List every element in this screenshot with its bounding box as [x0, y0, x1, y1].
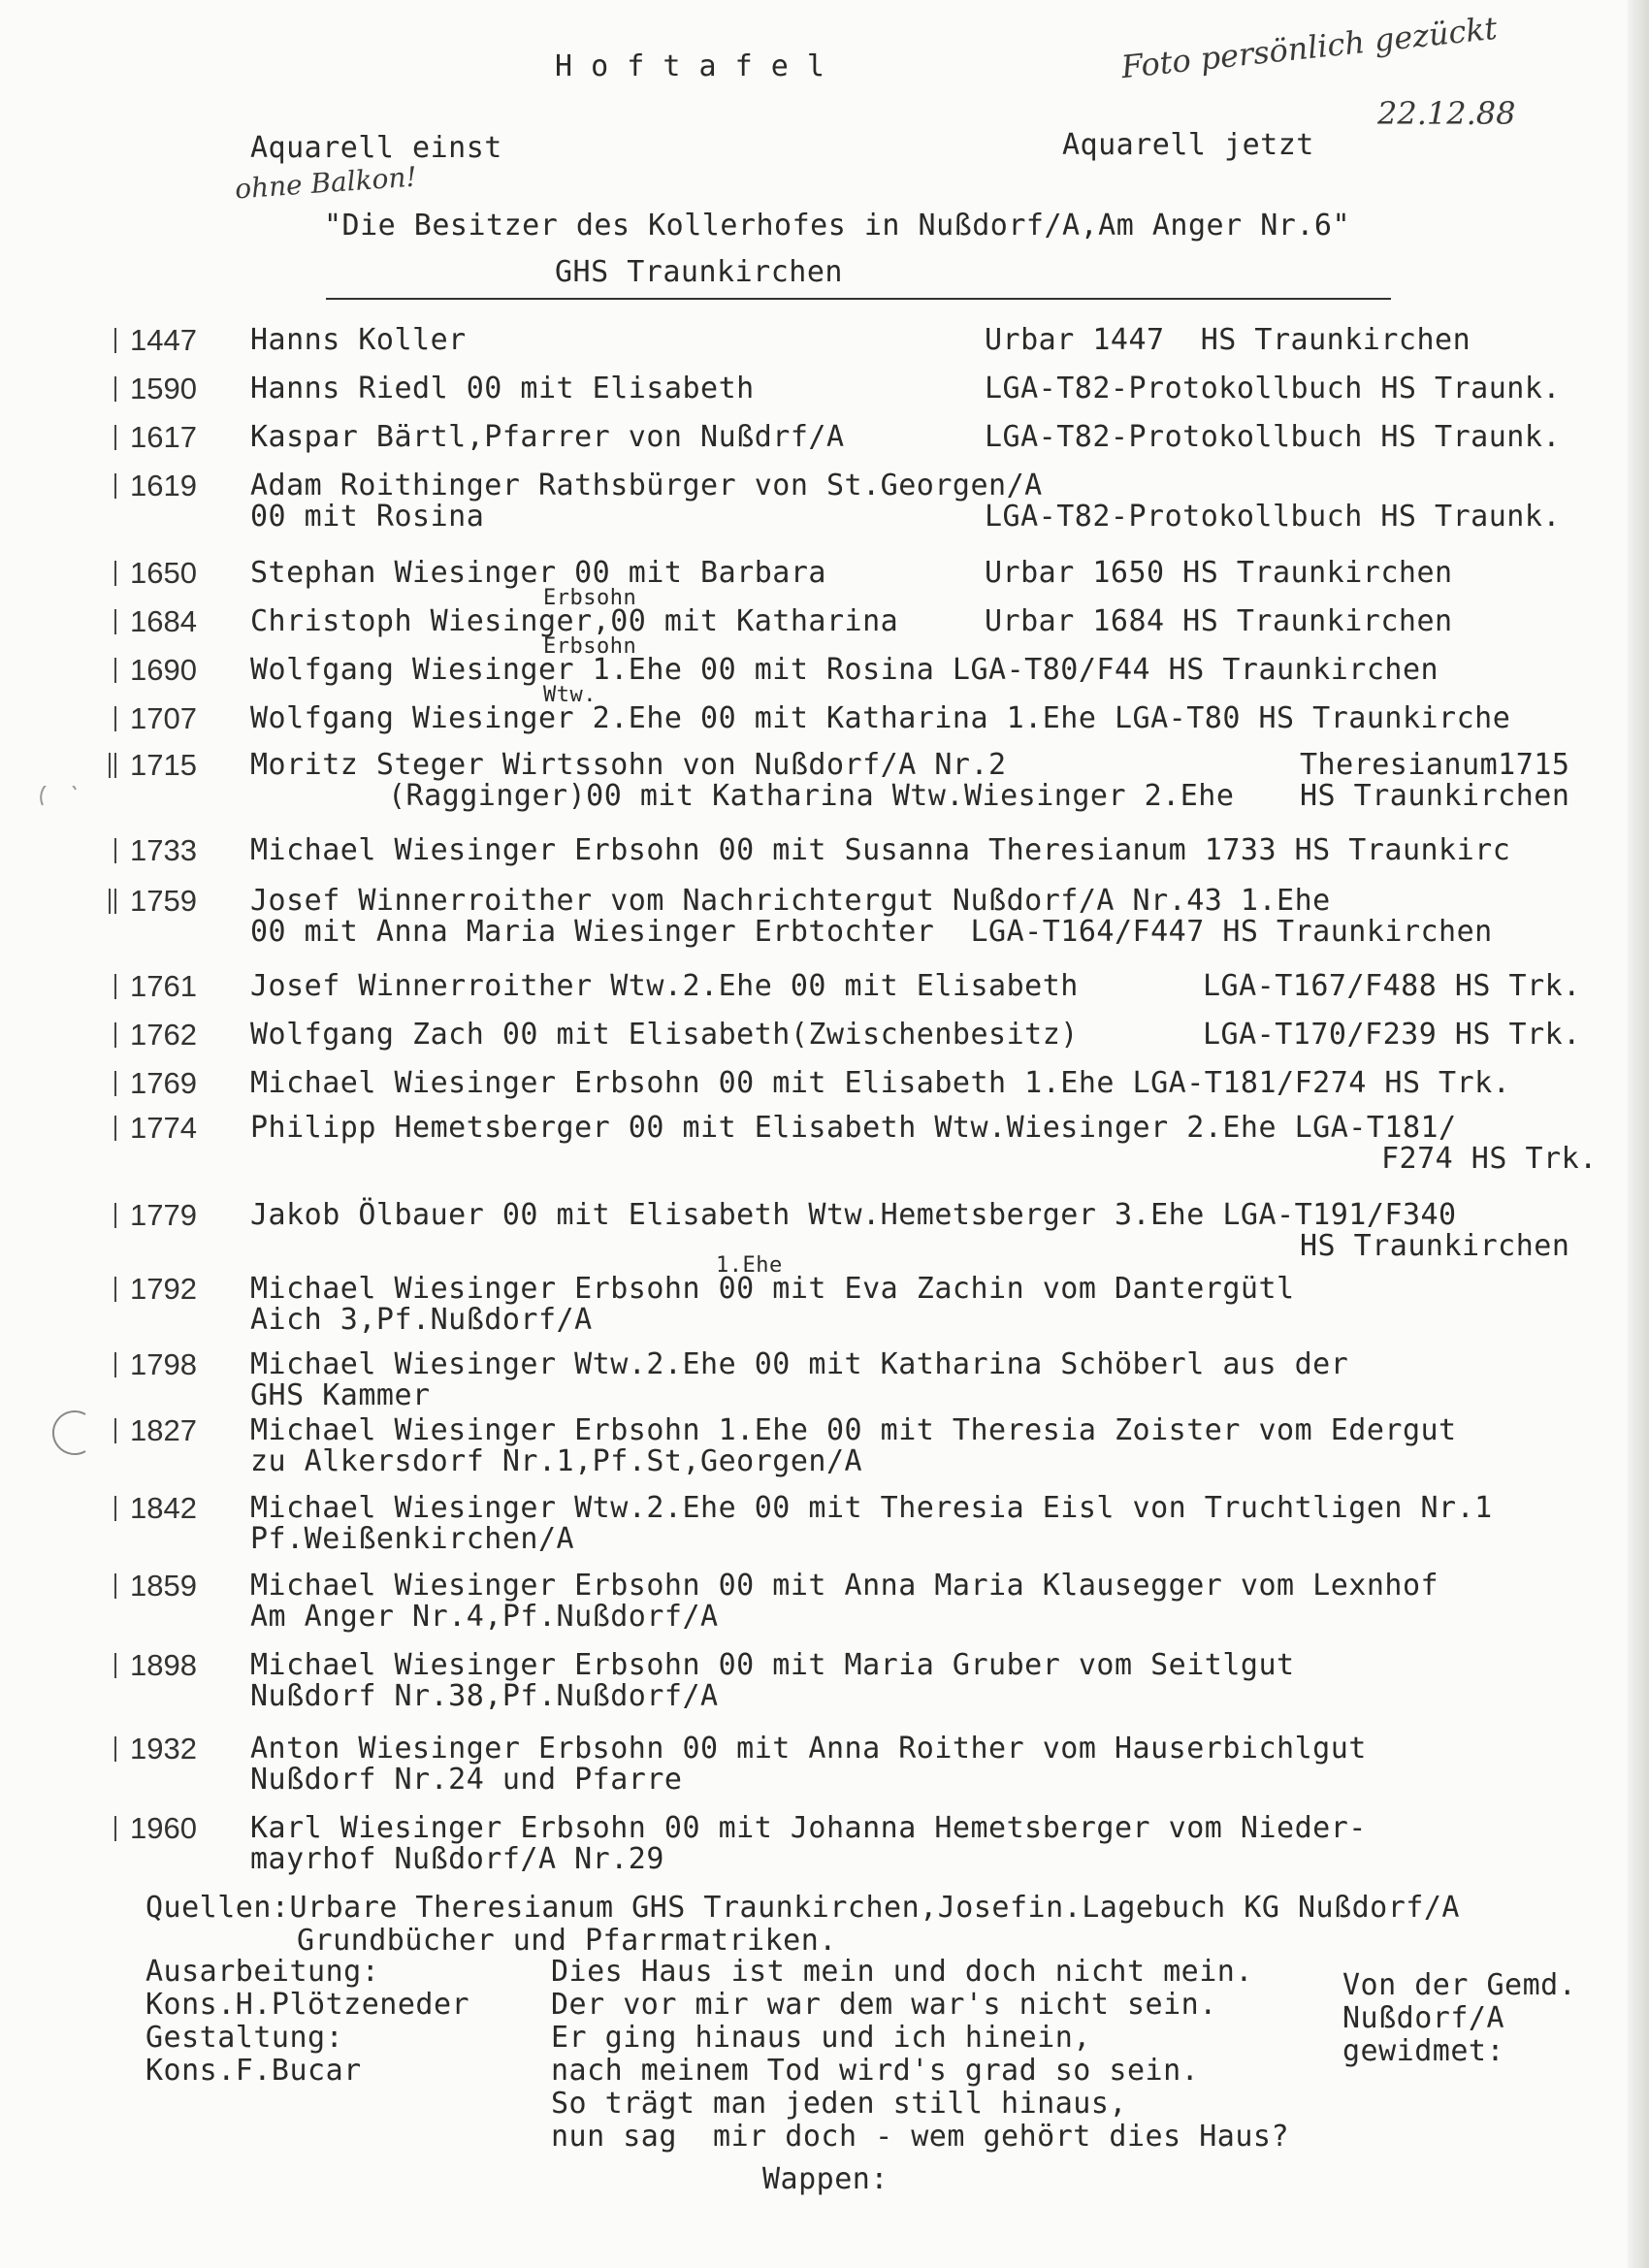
margin-tick — [114, 328, 116, 353]
entry-text: Moritz Steger Wirtssohn von Nußdorf/A Nr.2 — [250, 748, 1007, 782]
entry-text-line-2: 00 mit Rosina — [250, 500, 485, 534]
entry-text: Kaspar Bärtl,Pfarrer von Nußdrf/A — [250, 420, 845, 454]
entry-source: Theresianum1715 — [1300, 748, 1570, 782]
margin-tick — [114, 1736, 116, 1762]
entry-year: 1590 — [130, 372, 197, 405]
entry-text: Karl Wiesinger Erbsohn 00 mit Johanna Hemetsberger vom Nieder- — [250, 1811, 1367, 1845]
entry-year: 1769 — [130, 1066, 197, 1100]
credit-name-ploetzeneder: Kons.H.Plötzeneder — [146, 1988, 470, 2022]
entry-year: 1690 — [130, 653, 197, 687]
credit-label-ausarbeitung: Ausarbeitung: — [146, 1955, 380, 1989]
margin-tick — [114, 561, 116, 586]
margin-tick — [114, 425, 116, 450]
margin-tick — [114, 1573, 116, 1599]
punch-hole-mark — [43, 1409, 91, 1457]
margin-tick — [114, 974, 116, 999]
dedication-line: gewidmet: — [1342, 2034, 1505, 2068]
document-subtitle: "Die Besitzer des Kollerhofes in Nußdorf/A,Am Anger Nr.6" — [324, 209, 1351, 243]
aquarell-jetzt-label: Aquarell jetzt — [1062, 128, 1314, 162]
aquarell-einst-label: Aquarell einst — [250, 131, 502, 165]
entry-year: 1859 — [130, 1569, 197, 1603]
entry-text-line-2: mayrhof Nußdorf/A Nr.29 — [250, 1842, 664, 1876]
entry-text: Michael Wiesinger Wtw.2.Ehe 00 mit Katharina Schöberl aus der — [250, 1347, 1349, 1381]
entry-year: 1792 — [130, 1272, 197, 1306]
entry-year: 1761 — [130, 969, 197, 1003]
margin-tick — [114, 1496, 116, 1521]
poem-line: Dies Haus ist mein und doch nicht mein. — [551, 1955, 1253, 1989]
entry-text-line-2: GHS Kammer — [250, 1378, 431, 1412]
entry-text: Michael Wiesinger Erbsohn 00 mit Anna Maria Klausegger vom Lexnhof — [250, 1569, 1439, 1603]
entry-year: 1619 — [130, 469, 197, 502]
entry-text-line-2: Pf.Weißenkirchen/A — [250, 1522, 575, 1556]
entry-source: LGA-T82-Protokollbuch HS Traunk. — [985, 372, 1561, 405]
margin-tick — [114, 1418, 116, 1443]
dedication-line: Von der Gemd. — [1342, 1968, 1577, 2002]
margin-tick — [114, 609, 116, 634]
entry-source: LGA-T167/F488 HS Trk. — [1203, 969, 1581, 1003]
entry-text: Adam Roithinger Rathsbürger von St.Georgen/A — [250, 469, 1043, 502]
entry-text-line-2: (Ragginger)00 mit Katharina Wtw.Wiesinger 2.Ehe — [388, 779, 1235, 813]
entry-source: LGA-T82-Protokollbuch HS Traunk. — [985, 500, 1561, 534]
entry-text-line-2: Aich 3,Pf.Nußdorf/A — [250, 1303, 593, 1337]
entry-text: Josef Winnerroither Wtw.2.Ehe 00 mit Elisabeth — [250, 969, 1079, 1003]
entry-text: Michael Wiesinger Erbsohn 00 mit Elisabeth 1.Ehe LGA-T181/F274 HS Trk. — [250, 1066, 1511, 1100]
entry-year: 1932 — [130, 1732, 197, 1766]
entry-year: 1842 — [130, 1491, 197, 1525]
margin-tick — [114, 1653, 116, 1678]
entry-source: Urbar 1447 HS Traunkirchen — [985, 323, 1471, 357]
entry-text: Michael Wiesinger Erbsohn 00 mit Maria Gruber vom Seitlgut — [250, 1648, 1295, 1682]
margin-tick — [114, 753, 116, 778]
margin-tick — [114, 1277, 116, 1302]
margin-tick — [114, 706, 116, 731]
poem-line: Der vor mir war dem war's nicht sein. — [551, 1988, 1217, 2022]
entry-interlinear-note: Erbsohn — [543, 586, 637, 610]
entry-source-line-2: HS Traunkirchen — [1300, 779, 1570, 813]
sources-line-1: Quellen:Urbare Theresianum GHS Traunkirchen,Josefin.Lagebuch KG Nußdorf/A — [146, 1891, 1460, 1925]
entry-text-line-2: Am Anger Nr.4,Pf.Nußdorf/A — [250, 1600, 719, 1634]
entry-year: 1617 — [130, 420, 197, 454]
sources-line-2: Grundbücher und Pfarrmatriken. — [297, 1924, 837, 1958]
entry-year: 1447 — [130, 323, 197, 357]
entry-year: 1707 — [130, 701, 197, 735]
entry-text: Michael Wiesinger Wtw.2.Ehe 00 mit Theresia Eisl von Truchtligen Nr.1 — [250, 1491, 1493, 1525]
margin-tick — [114, 838, 116, 863]
entry-source: LGA-T82-Protokollbuch HS Traunk. — [985, 420, 1561, 454]
poem-line: So trägt man jeden still hinaus, — [551, 2087, 1127, 2121]
margin-tick — [114, 1116, 116, 1141]
poem-line: nach meinem Tod wird's grad so sein. — [551, 2054, 1200, 2088]
margin-tick — [109, 889, 111, 914]
entry-year: 1650 — [130, 556, 197, 590]
entry-text: Wolfgang Wiesinger 2.Ehe 00 mit Katharina 1.Ehe LGA-T80 HS Traunkirche — [250, 701, 1511, 735]
entry-text-line-2: Nußdorf Nr.24 und Pfarre — [250, 1763, 683, 1797]
margin-tick — [114, 1816, 116, 1841]
entry-year: 1762 — [130, 1018, 197, 1052]
entry-year: 1898 — [130, 1648, 197, 1682]
credit-label-gestaltung: Gestaltung: — [146, 2021, 344, 2055]
handwritten-note: Foto persönlich gezückt — [1119, 9, 1500, 86]
entry-text: Michael Wiesinger Erbsohn 00 mit Susanna Theresianum 1733 HS Traunkirc — [250, 833, 1511, 867]
entry-text: Wolfgang Zach 00 mit Elisabeth(Zwischenbesitz) — [250, 1018, 1079, 1052]
entry-text: Stephan Wiesinger 00 mit Barbara — [250, 556, 826, 590]
entry-year: 1684 — [130, 604, 197, 638]
page-title: H o f t a f e l — [555, 49, 825, 83]
entry-text: Wolfgang Wiesinger 1.Ehe 00 mit Rosina LGA-T80/F44 HS Traunkirchen — [250, 653, 1439, 687]
entry-text: Christoph Wiesinger,00 mit Katharina — [250, 604, 899, 638]
margin-tick — [114, 1352, 116, 1377]
margin-tick — [114, 1203, 116, 1228]
entry-year: 1715 — [130, 748, 197, 782]
entry-source-line-2: F274 HS Trk. — [1381, 1142, 1598, 1176]
credit-name-bucar: Kons.F.Bucar — [146, 2054, 362, 2088]
margin-tick — [114, 1071, 116, 1096]
header-underline — [326, 298, 1391, 300]
dedication-line: Nußdorf/A — [1342, 2001, 1505, 2035]
entry-text: Michael Wiesinger Erbsohn 1.Ehe 00 mit Theresia Zoister vom Edergut — [250, 1413, 1457, 1447]
wappen-label: Wappen: — [762, 2162, 889, 2196]
entry-text: Philipp Hemetsberger 00 mit Elisabeth Wtw.Wiesinger 2.Ehe LGA-T181/ — [250, 1111, 1457, 1145]
entry-year: 1759 — [130, 884, 197, 918]
entry-text-line-2: Nußdorf Nr.38,Pf.Nußdorf/A — [250, 1679, 719, 1713]
entry-year: 1774 — [130, 1111, 197, 1145]
handwritten-date: 22.12.88 — [1377, 95, 1516, 132]
entry-interlinear-note: 1.Ehe — [716, 1253, 783, 1278]
page-edge — [1628, 0, 1649, 2268]
entry-text: Hanns Koller — [250, 323, 467, 357]
margin-tick — [114, 1022, 116, 1048]
entry-source-line-2: HS Traunkirchen — [1300, 1229, 1570, 1263]
margin-tick — [114, 473, 116, 499]
entry-interlinear-note: Erbsohn — [543, 634, 637, 659]
entry-interlinear-note: Wtw. — [543, 683, 597, 707]
entry-year: 1733 — [130, 833, 197, 867]
entry-text: Josef Winnerroither vom Nachrichtergut Nußdorf/A Nr.43 1.Ehe — [250, 884, 1331, 918]
poem-line: nun sag mir doch - wem gehört dies Haus? — [551, 2120, 1290, 2154]
entry-text-line-2: 00 mit Anna Maria Wiesinger Erbtochter LGA-T164/F447 HS Traunkirchen — [250, 915, 1493, 949]
entry-year: 1960 — [130, 1811, 197, 1845]
document-subtitle-2: GHS Traunkirchen — [555, 255, 843, 289]
margin-tick — [114, 376, 116, 402]
entry-text: Anton Wiesinger Erbsohn 00 mit Anna Roither vom Hauserbichlgut — [250, 1732, 1367, 1766]
entry-text: Hanns Riedl 00 mit Elisabeth — [250, 372, 755, 405]
entry-year: 1798 — [130, 1347, 197, 1381]
entry-year: 1779 — [130, 1198, 197, 1232]
entry-year: 1827 — [130, 1413, 197, 1447]
entry-source: LGA-T170/F239 HS Trk. — [1203, 1018, 1581, 1052]
handwritten-ohne-balkon: ohne Balkon! — [234, 160, 418, 206]
entry-source: Urbar 1650 HS Traunkirchen — [985, 556, 1453, 590]
entry-text: Jakob Ölbauer 00 mit Elisabeth Wtw.Hemetsberger 3.Ehe LGA-T191/F340 — [250, 1198, 1457, 1232]
punch-hole-mark — [39, 786, 78, 825]
poem-line: Er ging hinaus und ich hinein, — [551, 2021, 1091, 2055]
margin-tick — [114, 889, 116, 914]
margin-tick — [114, 658, 116, 683]
entry-text-line-2: zu Alkersdorf Nr.1,Pf.St,Georgen/A — [250, 1444, 863, 1478]
entry-text: Michael Wiesinger Erbsohn 00 mit Eva Zachin vom Dantergütl — [250, 1272, 1295, 1306]
margin-tick — [109, 753, 111, 778]
entry-source: Urbar 1684 HS Traunkirchen — [985, 604, 1453, 638]
